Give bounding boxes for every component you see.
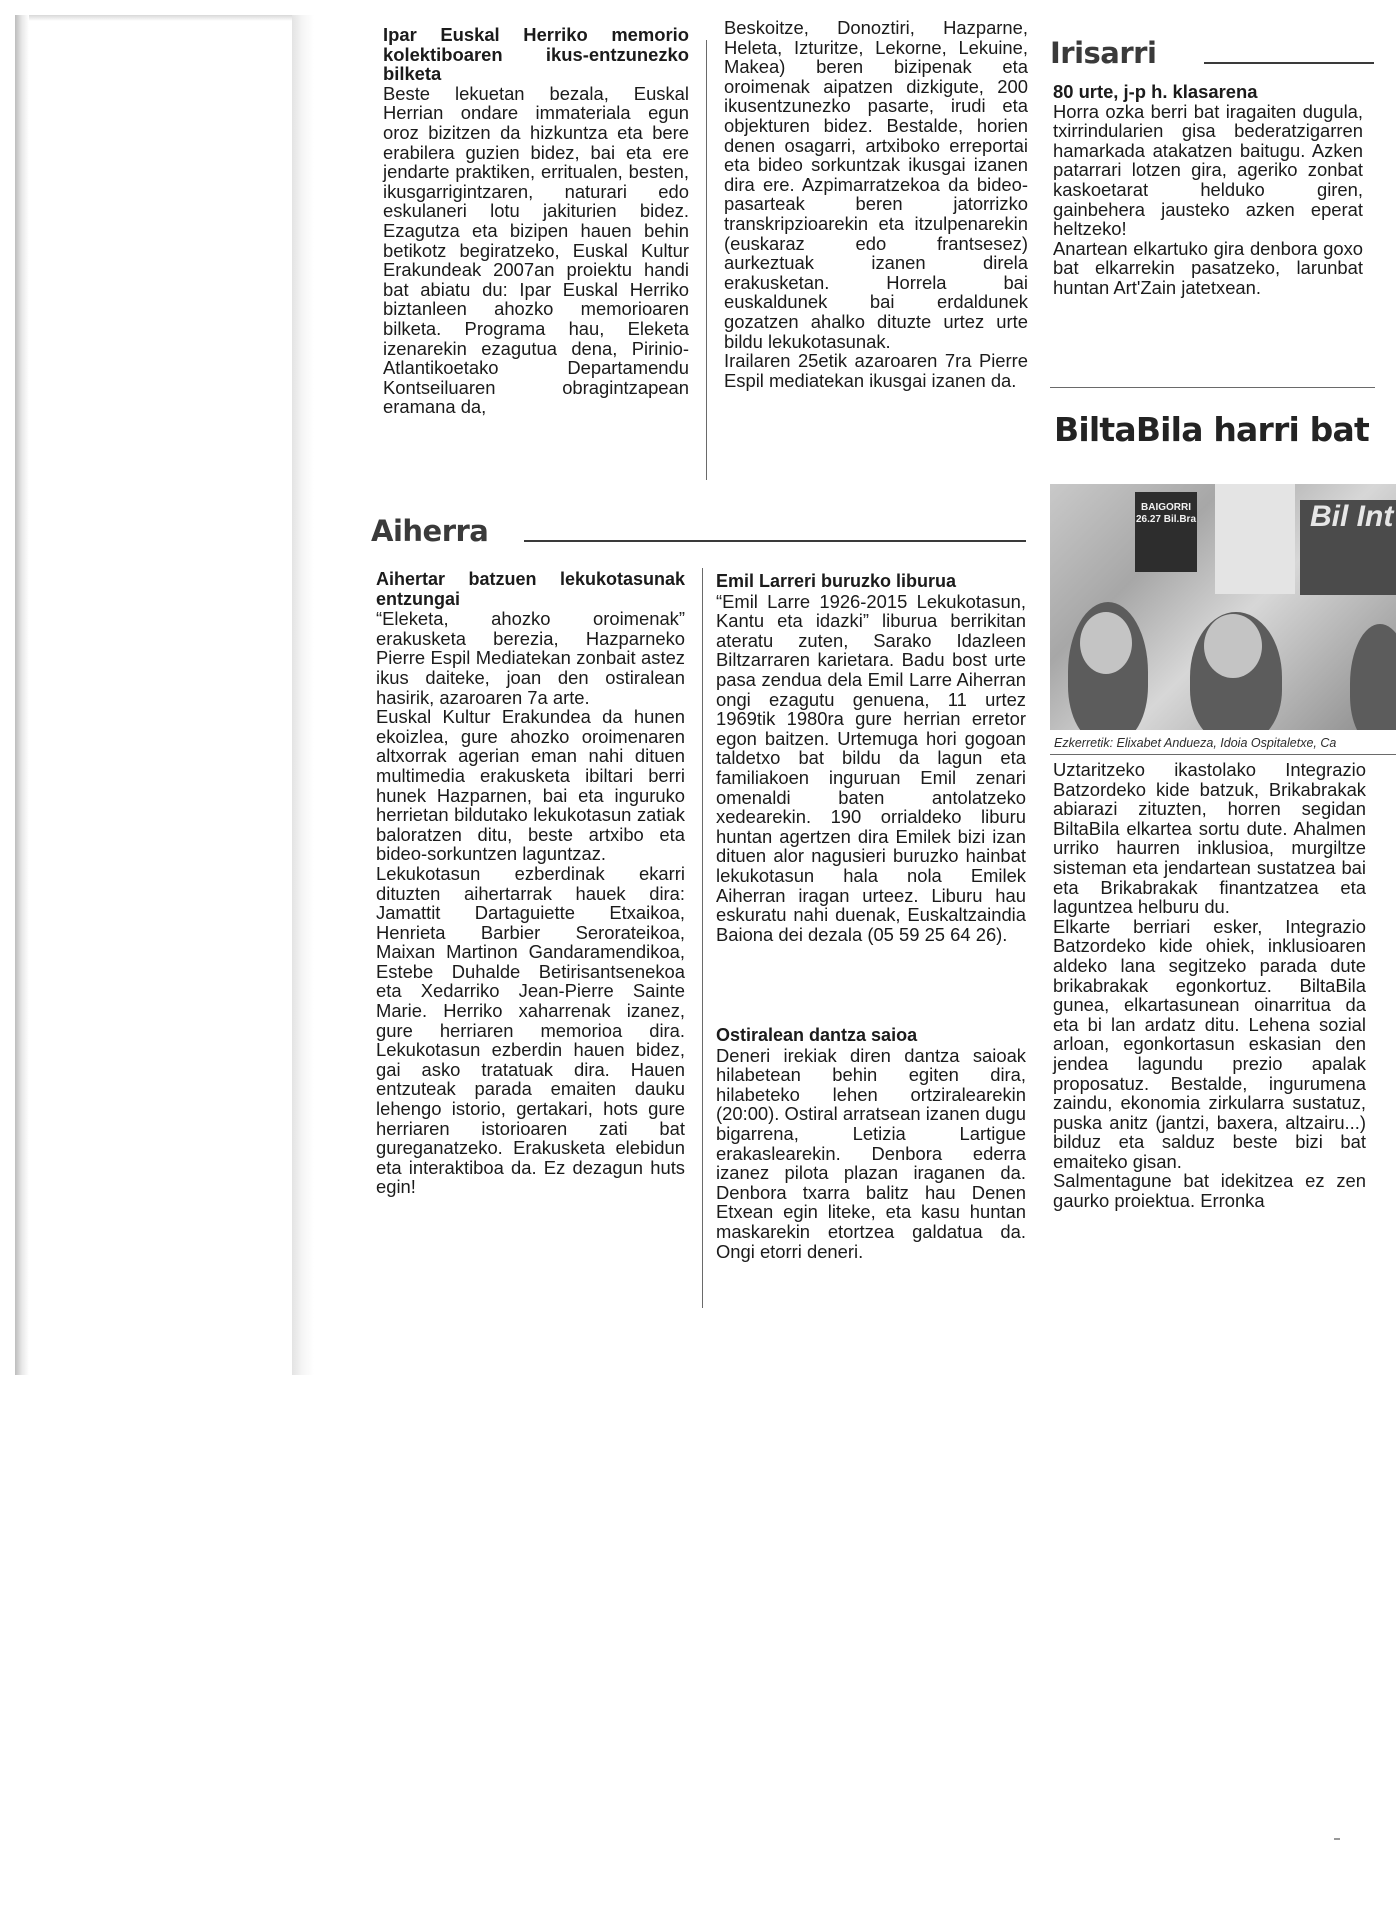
- section-irisarri-title: Irisarri: [1050, 36, 1157, 70]
- caption-rule: [1050, 754, 1396, 755]
- aiherra-article1-body2: Euskal Kultur Erakundea da hunen ekoizlea, gure ahozko oroimenaren altxorrak agerian eman nahi dituen multimedia erakusketa ibiltari berri hunek Hazparnen, bai eta inguruko herrietan bildutako lekukotasun zatiak baloratzen ditu, beste artxibo eta bideo-sorkuntzen laguntzaz.: [376, 706, 685, 865]
- aiherra-article1: [376, 570, 685, 1197]
- irisarri-article: [1053, 82, 1363, 298]
- scan-edge-left: [15, 15, 29, 1375]
- irisarri-body2: Anartean elkartuko gira denbora goxo bat elkarrekin pasatzeko, larunbat huntan Art'Zain jatetxean.: [1053, 237, 1363, 298]
- photo-person-right: [1350, 624, 1396, 730]
- aiherra-article1-body1: “Eleketa, ahozko oroimenak” erakusketa berezia, Hazparneko Pierre Espil Mediatekan zonbait astez ikus daiteke, joan den ostiralean hasirik, azaroaren 7a arte.: [376, 608, 685, 708]
- photo-poster: BAIGORRI 26.27 Bil.Bra: [1135, 492, 1197, 572]
- section-aiherra-title: Aiherra: [371, 514, 489, 548]
- photo-caption: Ezkerretik: Elixabet Andueza, Idoia Ospitaletxe, Ca: [1054, 736, 1337, 750]
- section-irisarri-rule: [1204, 62, 1374, 64]
- article-memorio-body: Beste lekuetan bezala, Euskal Herrian ondare immateriala egun oroz bizitzen da hizkuntza eta bere erabilera guzien bidez, bai eta ere jendarte praktiken, erritualen, besten, ikusgarrigintzaren, naturari edo eskulaneri lotu jakiturien bidez. Ezagutza eta bizipen hauen behin betikotz begiratzeko, Euskal Kultur Erakundeak 2007an proiektu handi bat abiatu du: Ipar Euskal Herriko biztanleen ahozko memorioaren bilketa. Programa hau, Eleketa izenarekin ezagutua dena, Pirinio-Atlantikoetako Departamendu Kontseiluaren obragintzapean eramana da,: [383, 82, 689, 418]
- aiherra-article1-body3: Lekukotasun ezberdinak ekarri dituzten aihertarrak hauek dira: Jamattit Dartaguiette Etxaikoa, Henrieta Barbier Serorateikoa, Maixan Martinon Gandaramendikoa, Estebe Duhalde Betirisantsenekoa eta Xedarriko Jean-Pierre Sainte Marie. Herriko xaharrenak izanez, gure herriaren memorioa dira. Lekukotasun ezberdin hauen bidez, gai asko tratatuak dira. Hauen entzuteak parada emaiten dauku lehengo istorio, gertakari, hots gure herriaren istorioaren zati bat gureganatzeko. Erakusketa elebidun eta interaktiboa da. Ez dezagun huts egin!: [376, 862, 685, 1198]
- biltabila-body1: Uztaritzeko ikastolako Integrazio Batzordeko kide batzuk, Brikabrakak abiarazi zituzten, horren segidan BiltaBila elkartea sortu dute. Ahalmen urriko haurren inklusioa, murgiltze sisteman eta jendartean sustatzea bai eta Brikabrakak finantzatzea eta laguntzea helburu du.: [1053, 759, 1366, 918]
- aiherra-article3-body: Deneri irekiak diren dantza saioak hilabetean behin egiten dira, hilabeteko lehen ortziralearekin (20:00). Ostiral arratsean izanen dugu bigarrena, Letizia Lartigue erakaslearekin. Denbora ederra izanez pilota plazan iraganen da. Denbora txarra balitz hau Denen Etxean egin liteke, eta kasu huntan maskarekin etortzea galdatua da. Ongi etorri deneri.: [716, 1044, 1026, 1262]
- biltabila-body3: Salmentagune bat idekitzea ez zen gaurko proiektua. Erronka: [1053, 1170, 1366, 1212]
- aiherra-article3: [716, 1026, 1026, 1261]
- section-aiherra-rule: [524, 540, 1026, 542]
- biltabila-photo: [1050, 484, 1396, 730]
- aiherra-article2-headline: Emil Larreri buruzko liburua: [716, 571, 957, 591]
- article-memorio-continuation: Beskoitze, Donoztiri, Hazparne, Heleta, Izturitze, Lekorne, Lekuine, Makea) beren bizipenak eta oroimenak aipatzen dizkigute, 200 ikusentzunezko pasarte, irudi eta objekturen bidez. Bestalde, horien denen osagarri, artxiboko erreportai eta bideo sorkuntzak ikusgai izanen dira ere. Azpimarratzekoa da bideo-pasarteak beren jatorrizko transkripzioarekin eta itzulpenarekin (euskaraz edo frantsesez) aurkeztuak izanen direla erakusketan. Horrela bai euskaldunek bai erdaldunek gozatzen ahalko dituzte urtez urte bildu lekukotasunak.: [724, 17, 1028, 352]
- scan-artifact: [1334, 1838, 1340, 1840]
- article-memorio-col1: [383, 25, 689, 417]
- aiherra-article1-headline: Aihertar batzuen lekukotasunak entzungai: [376, 569, 685, 609]
- article-memorio-col2: [724, 18, 1028, 390]
- column-divider: [706, 40, 707, 480]
- photo-face-middle: [1204, 614, 1262, 678]
- photo-face-left: [1080, 612, 1132, 674]
- biltabila-article: [1053, 760, 1366, 1211]
- aiherra-article3-headline: Ostiralean dantza saioa: [716, 1025, 918, 1045]
- irisarri-body1: Horra ozka berri bat iragaiten dugula, txirrindularien gisa bederatzigarren hamarkada atakatzen baitugu. Azken patarrari lotzen gira, ageriko zonbat kaskoetarat helduko giren, gainbehera jausteko azken eperat heltzeko!: [1053, 100, 1363, 240]
- biltabila-title: BiltaBila harri bat: [1054, 410, 1369, 449]
- article-memorio-headline: Ipar Euskal Herriko memorio kolektiboaren ikus-entzunezko bilketa: [383, 24, 689, 85]
- aiherra-article2-body: “Emil Larre 1926-2015 Lekukotasun, Kantu eta idazki” liburua berrikitan ateratu zuten, Sarako Idazleen Biltzarraren karietara. Badu bost urte pasa zendua dela Emil Larre Aiherran ongi ezagutu genuena, 11 urtez 1969tik 1980ra gure herrian erretor egon baitzen. Urtemuga hori gogoan taldetxo bat bildu da lagun eta familiakoen inguruan Emil zenari omenaldi baten antolatzeko xedearekin. 190 orrialdeko liburu huntan agertzen dira Emilek bizi izan dituen alor nagusieri buruzko hainbat lekukotasun hala nola Emilek Aiherran iragan urteez. Liburu hau eskuratu nahi duenak, Euskaltzaindia Baiona dei dezala (05 59 25 64 26).: [716, 590, 1026, 945]
- aiherra-article2: [716, 572, 1026, 944]
- irisarri-headline: 80 urte, j-p h. klasarena: [1053, 81, 1258, 102]
- article-memorio-closing: Irailaren 25etik azaroaren 7ra Pierre Espil mediatekan ikusgai izanen da.: [724, 350, 1028, 391]
- photo-sign: Bil Int: [1300, 500, 1396, 595]
- page-fold-shadow: [292, 15, 314, 1375]
- irisarri-bottom-rule: [1050, 387, 1375, 388]
- aiherra-column-divider: [702, 568, 703, 1308]
- biltabila-body2: Elkarte berriari esker, Integrazio Batzordeko kide ohiek, inklusioaren aldeko lana segitzeko parada dute brikabrakak egonkortuz. BiltaBila gunea, elkartasunean oinarritua da eta bi lan ardatz ditu. Lehena sozial arloan, egonkortasun eskasian den jendea lagundu prezio apalak proposatuz. Bestalde, ingurumena zaindu, ekonomia zirkularra sustatuz, puska anitz (jantzi, baxera, altzairu...) bilduz eta salduz beste bizi bat emaiteko gisan.: [1053, 915, 1366, 1172]
- photo-window: [1215, 484, 1295, 594]
